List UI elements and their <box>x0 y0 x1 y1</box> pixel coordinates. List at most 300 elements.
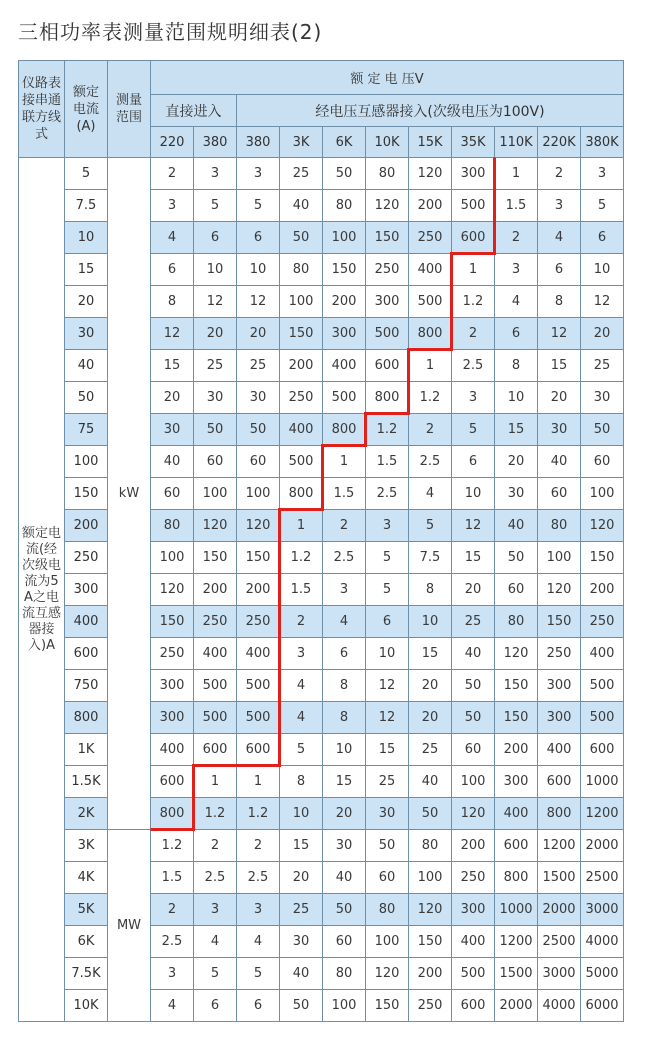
value-cell: 2.5 <box>452 350 495 382</box>
value-cell: 10 <box>409 606 452 638</box>
value-cell: 400 <box>280 414 323 446</box>
value-cell: 60 <box>366 862 409 894</box>
value-cell: 500 <box>581 670 624 702</box>
rated-current-cell: 10K <box>65 990 108 1022</box>
value-cell: 100 <box>409 862 452 894</box>
value-cell: 2 <box>151 894 194 926</box>
value-cell: 2.5 <box>366 478 409 510</box>
value-cell: 40 <box>280 958 323 990</box>
rated-current-cell: 15 <box>65 254 108 286</box>
table-row <box>19 158 624 190</box>
value-cell: 1 <box>452 254 495 286</box>
value-cell: 400 <box>495 798 538 830</box>
value-cell: 20 <box>495 446 538 478</box>
value-cell: 6 <box>581 222 624 254</box>
value-cell: 80 <box>495 606 538 638</box>
value-cell: 50 <box>409 798 452 830</box>
value-cell: 80 <box>409 830 452 862</box>
value-cell: 4 <box>409 478 452 510</box>
value-cell: 5000 <box>581 958 624 990</box>
rated-current-cell: 30 <box>65 318 108 350</box>
value-cell: 100 <box>581 478 624 510</box>
value-cell: 6 <box>538 254 581 286</box>
value-cell: 1200 <box>538 830 581 862</box>
value-cell: 400 <box>538 734 581 766</box>
value-cell: 50 <box>280 222 323 254</box>
value-cell: 300 <box>495 766 538 798</box>
value-cell: 300 <box>151 670 194 702</box>
value-cell: 80 <box>323 958 366 990</box>
value-cell: 20 <box>452 574 495 606</box>
value-cell: 60 <box>237 446 280 478</box>
value-cell: 1.2 <box>151 830 194 862</box>
value-cell: 800 <box>323 414 366 446</box>
value-cell: 4 <box>151 222 194 254</box>
value-cell: 10 <box>194 254 237 286</box>
value-cell: 250 <box>581 606 624 638</box>
value-cell: 3 <box>495 254 538 286</box>
value-cell: 30 <box>495 478 538 510</box>
value-cell: 500 <box>581 702 624 734</box>
value-cell: 250 <box>366 254 409 286</box>
value-cell: 2500 <box>581 862 624 894</box>
value-cell: 5 <box>452 414 495 446</box>
rated-current-cell: 600 <box>65 638 108 670</box>
value-cell: 50 <box>366 830 409 862</box>
value-cell: 800 <box>409 318 452 350</box>
page-title: 三相功率表测量范围规明细表(2) <box>18 20 323 44</box>
value-cell: 3 <box>237 158 280 190</box>
value-cell: 800 <box>151 798 194 830</box>
value-cell: 3 <box>538 190 581 222</box>
value-cell: 400 <box>237 638 280 670</box>
value-cell: 12 <box>452 510 495 542</box>
value-cell: 50 <box>237 414 280 446</box>
value-cell: 8 <box>538 286 581 318</box>
value-cell: 500 <box>237 702 280 734</box>
value-cell: 2.5 <box>151 926 194 958</box>
rated-current-cell: 200 <box>65 510 108 542</box>
value-cell: 200 <box>280 350 323 382</box>
value-cell: 2 <box>194 830 237 862</box>
value-cell: 25 <box>366 766 409 798</box>
value-cell: 6 <box>151 254 194 286</box>
rated-current-cell: 1.5K <box>65 766 108 798</box>
rated-current-cell: 7.5 <box>65 190 108 222</box>
value-cell: 100 <box>151 542 194 574</box>
value-cell: 5 <box>194 958 237 990</box>
header-via-pt: 经电压互感器接入(次级电压为100V) <box>237 95 624 127</box>
value-cell: 200 <box>237 574 280 606</box>
value-cell: 10 <box>280 798 323 830</box>
value-cell: 100 <box>323 990 366 1022</box>
rated-current-cell: 10 <box>65 222 108 254</box>
value-cell: 60 <box>495 574 538 606</box>
value-cell: 30 <box>538 414 581 446</box>
value-cell: 4 <box>280 702 323 734</box>
rated-current-cell: 75 <box>65 414 108 446</box>
value-cell: 500 <box>366 318 409 350</box>
value-cell: 600 <box>194 734 237 766</box>
value-cell: 250 <box>409 990 452 1022</box>
value-cell: 40 <box>280 190 323 222</box>
value-cell: 400 <box>151 734 194 766</box>
value-cell: 1 <box>194 766 237 798</box>
ct-connection-label: 额定电流(经次级电流为5A之电流互感器接入)A <box>19 158 65 1022</box>
value-cell: 4 <box>194 926 237 958</box>
value-cell: 2000 <box>495 990 538 1022</box>
value-cell: 120 <box>237 510 280 542</box>
rated-current-cell: 800 <box>65 702 108 734</box>
rated-current-cell: 300 <box>65 574 108 606</box>
value-cell: 50 <box>280 990 323 1022</box>
value-cell: 4000 <box>538 990 581 1022</box>
value-cell: 5 <box>366 542 409 574</box>
value-cell: 2 <box>409 414 452 446</box>
value-cell: 25 <box>237 350 280 382</box>
value-cell: 4 <box>538 222 581 254</box>
voltage-header: 10K <box>366 127 409 158</box>
value-cell: 2 <box>538 158 581 190</box>
value-cell: 150 <box>495 702 538 734</box>
value-cell: 40 <box>495 510 538 542</box>
value-cell: 40 <box>323 862 366 894</box>
value-cell: 250 <box>538 638 581 670</box>
value-cell: 50 <box>452 702 495 734</box>
value-cell: 1 <box>323 446 366 478</box>
value-cell: 150 <box>409 926 452 958</box>
value-cell: 500 <box>194 670 237 702</box>
value-cell: 1.2 <box>280 542 323 574</box>
value-cell: 10 <box>366 638 409 670</box>
value-cell: 250 <box>409 222 452 254</box>
voltage-header: 110K <box>495 127 538 158</box>
value-cell: 3 <box>151 958 194 990</box>
value-cell: 3 <box>194 158 237 190</box>
value-cell: 100 <box>194 478 237 510</box>
value-cell: 1 <box>280 510 323 542</box>
value-cell: 120 <box>409 158 452 190</box>
value-cell: 10 <box>237 254 280 286</box>
value-cell: 3 <box>237 894 280 926</box>
header-direct: 直接进入 <box>151 95 237 127</box>
value-cell: 2.5 <box>194 862 237 894</box>
value-cell: 3 <box>581 158 624 190</box>
value-cell: 10 <box>581 254 624 286</box>
value-cell: 6000 <box>581 990 624 1022</box>
value-cell: 7.5 <box>409 542 452 574</box>
value-cell: 150 <box>151 606 194 638</box>
value-cell: 600 <box>495 830 538 862</box>
value-cell: 30 <box>581 382 624 414</box>
value-cell: 3 <box>323 574 366 606</box>
value-cell: 2 <box>237 830 280 862</box>
value-cell: 1 <box>409 350 452 382</box>
value-cell: 300 <box>452 158 495 190</box>
value-cell: 20 <box>323 798 366 830</box>
value-cell: 3 <box>194 894 237 926</box>
value-cell: 800 <box>495 862 538 894</box>
value-cell: 1.5 <box>323 478 366 510</box>
value-cell: 25 <box>280 894 323 926</box>
value-cell: 800 <box>538 798 581 830</box>
value-cell: 500 <box>409 286 452 318</box>
value-cell: 6 <box>237 990 280 1022</box>
value-cell: 15 <box>151 350 194 382</box>
value-cell: 1.2 <box>237 798 280 830</box>
value-cell: 500 <box>280 446 323 478</box>
value-cell: 80 <box>151 510 194 542</box>
rated-current-cell: 2K <box>65 798 108 830</box>
value-cell: 6 <box>495 318 538 350</box>
value-cell: 200 <box>409 958 452 990</box>
value-cell: 1.2 <box>366 414 409 446</box>
value-cell: 30 <box>323 830 366 862</box>
value-cell: 40 <box>452 638 495 670</box>
value-cell: 120 <box>409 894 452 926</box>
value-cell: 120 <box>581 510 624 542</box>
value-cell: 10 <box>452 478 495 510</box>
value-cell: 120 <box>452 798 495 830</box>
value-cell: 2.5 <box>323 542 366 574</box>
value-cell: 10 <box>323 734 366 766</box>
value-cell: 25 <box>409 734 452 766</box>
value-cell: 6 <box>194 990 237 1022</box>
value-cell: 1.2 <box>409 382 452 414</box>
rated-current-cell: 40 <box>65 350 108 382</box>
value-cell: 400 <box>194 638 237 670</box>
value-cell: 50 <box>495 542 538 574</box>
value-cell: 200 <box>495 734 538 766</box>
value-cell: 200 <box>581 574 624 606</box>
value-cell: 4 <box>323 606 366 638</box>
value-cell: 200 <box>323 286 366 318</box>
rated-current-cell: 1K <box>65 734 108 766</box>
table-row <box>19 830 624 862</box>
value-cell: 400 <box>452 926 495 958</box>
value-cell: 15 <box>366 734 409 766</box>
value-cell: 5 <box>194 190 237 222</box>
value-cell: 80 <box>366 894 409 926</box>
value-cell: 1200 <box>495 926 538 958</box>
value-cell: 1200 <box>581 798 624 830</box>
value-cell: 5 <box>409 510 452 542</box>
value-cell: 1 <box>495 158 538 190</box>
value-cell: 3 <box>151 190 194 222</box>
value-cell: 150 <box>495 670 538 702</box>
value-cell: 1500 <box>495 958 538 990</box>
value-cell: 50 <box>323 894 366 926</box>
value-cell: 800 <box>366 382 409 414</box>
voltage-header: 35K <box>452 127 495 158</box>
value-cell: 4 <box>280 670 323 702</box>
value-cell: 60 <box>323 926 366 958</box>
value-cell: 12 <box>237 286 280 318</box>
value-cell: 20 <box>409 670 452 702</box>
value-cell: 1500 <box>538 862 581 894</box>
value-cell: 100 <box>323 222 366 254</box>
value-cell: 500 <box>452 958 495 990</box>
value-cell: 150 <box>366 990 409 1022</box>
value-cell: 1 <box>237 766 280 798</box>
value-cell: 12 <box>366 670 409 702</box>
value-cell: 2.5 <box>409 446 452 478</box>
value-cell: 8 <box>323 702 366 734</box>
value-cell: 40 <box>409 766 452 798</box>
value-cell: 2 <box>151 158 194 190</box>
value-cell: 4 <box>237 926 280 958</box>
value-cell: 1.5 <box>495 190 538 222</box>
value-cell: 120 <box>151 574 194 606</box>
value-cell: 300 <box>151 702 194 734</box>
value-cell: 8 <box>495 350 538 382</box>
value-cell: 60 <box>151 478 194 510</box>
value-cell: 50 <box>452 670 495 702</box>
value-cell: 150 <box>323 254 366 286</box>
value-cell: 120 <box>495 638 538 670</box>
value-cell: 150 <box>538 606 581 638</box>
value-cell: 6 <box>323 638 366 670</box>
value-cell: 8 <box>323 670 366 702</box>
value-cell: 15 <box>323 766 366 798</box>
rated-current-cell: 4K <box>65 862 108 894</box>
measurement-range-table <box>18 60 624 1022</box>
value-cell: 2.5 <box>237 862 280 894</box>
value-cell: 800 <box>280 478 323 510</box>
value-cell: 120 <box>366 958 409 990</box>
value-cell: 5 <box>581 190 624 222</box>
value-cell: 30 <box>366 798 409 830</box>
value-cell: 150 <box>237 542 280 574</box>
value-cell: 20 <box>237 318 280 350</box>
rated-current-cell: 6K <box>65 926 108 958</box>
value-cell: 150 <box>194 542 237 574</box>
value-cell: 6 <box>366 606 409 638</box>
value-cell: 200 <box>452 830 495 862</box>
value-cell: 500 <box>237 670 280 702</box>
value-cell: 600 <box>237 734 280 766</box>
value-cell: 80 <box>280 254 323 286</box>
value-cell: 50 <box>581 414 624 446</box>
value-cell: 60 <box>581 446 624 478</box>
value-cell: 2500 <box>538 926 581 958</box>
rated-current-cell: 50 <box>65 382 108 414</box>
value-cell: 15 <box>409 638 452 670</box>
value-cell: 80 <box>366 158 409 190</box>
value-cell: 25 <box>280 158 323 190</box>
value-cell: 8 <box>280 766 323 798</box>
rated-current-cell: 400 <box>65 606 108 638</box>
value-cell: 5 <box>237 958 280 990</box>
unit-cell: kW <box>108 158 151 830</box>
value-cell: 100 <box>538 542 581 574</box>
value-cell: 600 <box>452 990 495 1022</box>
value-cell: 15 <box>538 350 581 382</box>
value-cell: 250 <box>280 382 323 414</box>
value-cell: 12 <box>538 318 581 350</box>
value-cell: 3000 <box>581 894 624 926</box>
value-cell: 80 <box>538 510 581 542</box>
rated-current-cell: 5K <box>65 894 108 926</box>
voltage-header: 220K <box>538 127 581 158</box>
value-cell: 3 <box>280 638 323 670</box>
value-cell: 1.5 <box>280 574 323 606</box>
rated-current-cell: 100 <box>65 446 108 478</box>
value-cell: 12 <box>581 286 624 318</box>
value-cell: 20 <box>194 318 237 350</box>
value-cell: 30 <box>237 382 280 414</box>
value-cell: 150 <box>366 222 409 254</box>
value-cell: 20 <box>409 702 452 734</box>
value-cell: 25 <box>452 606 495 638</box>
value-cell: 6 <box>237 222 280 254</box>
voltage-header: 380 <box>237 127 280 158</box>
value-cell: 1.2 <box>452 286 495 318</box>
value-cell: 40 <box>151 446 194 478</box>
value-cell: 300 <box>366 286 409 318</box>
value-cell: 200 <box>194 574 237 606</box>
value-cell: 600 <box>151 766 194 798</box>
value-cell: 300 <box>323 318 366 350</box>
value-cell: 6 <box>194 222 237 254</box>
value-cell: 30 <box>151 414 194 446</box>
rated-current-cell: 150 <box>65 478 108 510</box>
value-cell: 15 <box>495 414 538 446</box>
value-cell: 300 <box>452 894 495 926</box>
value-cell: 250 <box>194 606 237 638</box>
value-cell: 100 <box>366 926 409 958</box>
value-cell: 4000 <box>581 926 624 958</box>
rated-current-cell: 20 <box>65 286 108 318</box>
value-cell: 2 <box>452 318 495 350</box>
value-cell: 120 <box>538 574 581 606</box>
value-cell: 200 <box>409 190 452 222</box>
header-measure-range: 测量范围 <box>108 61 151 158</box>
value-cell: 5 <box>237 190 280 222</box>
value-cell: 2 <box>323 510 366 542</box>
value-cell: 600 <box>581 734 624 766</box>
value-cell: 1.2 <box>194 798 237 830</box>
value-cell: 3 <box>366 510 409 542</box>
voltage-header: 380K <box>581 127 624 158</box>
value-cell: 100 <box>452 766 495 798</box>
value-cell: 5 <box>280 734 323 766</box>
rated-current-cell: 3K <box>65 830 108 862</box>
value-cell: 500 <box>323 382 366 414</box>
value-cell: 30 <box>194 382 237 414</box>
unit-cell: MW <box>108 830 151 1022</box>
value-cell: 500 <box>452 190 495 222</box>
value-cell: 150 <box>581 542 624 574</box>
value-cell: 120 <box>366 190 409 222</box>
rated-current-cell: 7.5K <box>65 958 108 990</box>
value-cell: 250 <box>237 606 280 638</box>
value-cell: 80 <box>323 190 366 222</box>
header-rated-current: 额定电流(A) <box>65 61 108 158</box>
value-cell: 600 <box>366 350 409 382</box>
value-cell: 10 <box>495 382 538 414</box>
value-cell: 150 <box>280 318 323 350</box>
value-cell: 1000 <box>581 766 624 798</box>
value-cell: 100 <box>280 286 323 318</box>
value-cell: 250 <box>452 862 495 894</box>
value-cell: 2 <box>280 606 323 638</box>
value-cell: 500 <box>194 702 237 734</box>
value-cell: 30 <box>280 926 323 958</box>
value-cell: 4 <box>151 990 194 1022</box>
value-cell: 50 <box>323 158 366 190</box>
rated-current-cell: 250 <box>65 542 108 574</box>
